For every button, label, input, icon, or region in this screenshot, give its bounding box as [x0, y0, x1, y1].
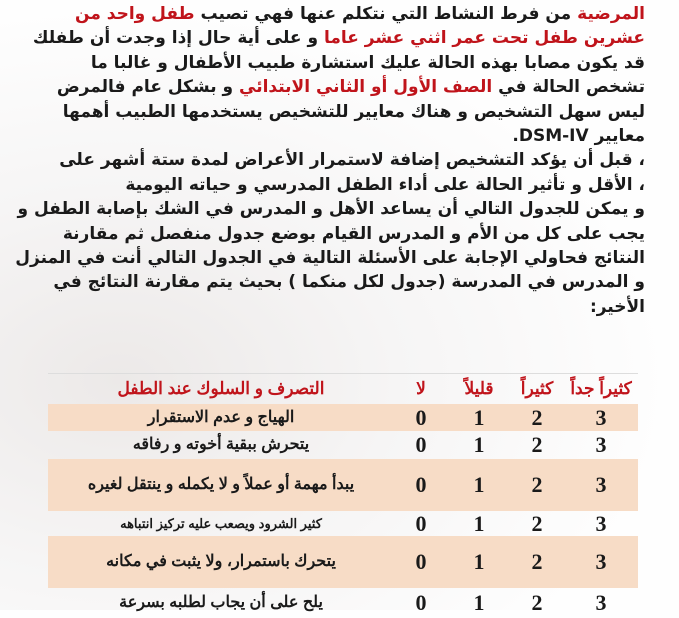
header-very-often: كثيراً جداً — [570, 379, 632, 398]
table-row — [48, 536, 638, 588]
text-segment: من فرط النشاط التي نتكلم عنها فهي تصيب — [194, 4, 578, 24]
paragraph-line — [59, 148, 645, 172]
paragraph-line — [15, 246, 645, 270]
text-segment: قد يكون مصابا بهذه الحالة عليك استشارة طبيب الأطفال و غالبا ما — [90, 52, 645, 73]
behavior-rating-table — [48, 373, 638, 618]
table-row — [48, 459, 638, 511]
score-cell: 3 — [595, 590, 607, 615]
paragraph-line — [53, 270, 645, 294]
text-segment: ، قبل أن يؤكد التشخيص إضافة لاستمرار الأعراض لمدة ستة أشهر على — [59, 150, 645, 171]
paragraph-line — [85, 51, 645, 75]
score-cell: 1 — [473, 404, 485, 430]
score-cell: 1 — [473, 510, 485, 536]
paragraph-line — [32, 26, 645, 50]
score-cell: 2 — [531, 590, 543, 615]
score-cell: 0 — [415, 549, 427, 574]
paragraph-line — [62, 222, 645, 246]
text-segment: النتائج فحاولي الإجابة على الأسئلة التالية في الجدول التالي أنت في المنزل — [15, 247, 645, 268]
table-row — [48, 431, 638, 459]
score-cell: 1 — [473, 590, 485, 615]
score-cell: 1 — [473, 432, 485, 457]
paragraph-line — [85, 173, 645, 197]
score-cell: 3 — [595, 404, 607, 430]
paragraph-line — [17, 197, 645, 221]
highlighted-text: الصف الأول أو الثاني الابتدائي — [239, 77, 493, 98]
highlighted-text: طفل واحد من — [75, 4, 195, 24]
header-rarely: قليلاً — [464, 379, 494, 398]
score-cell: 3 — [595, 549, 607, 574]
paragraph-line — [62, 100, 645, 124]
behavior-cell: الهياج و عدم الاستقرار — [147, 408, 295, 426]
highlighted-text: عشرين طفل تحت عمر اثني عشر عاما — [323, 28, 645, 49]
paragraph-line — [75, 2, 645, 26]
text-segment: معايير DSM-IV. — [512, 125, 645, 146]
score-cell: 2 — [531, 549, 543, 574]
score-cell: 3 — [595, 432, 607, 457]
behavior-cell: يلح على أن يجاب لطلبه بسرعة — [119, 594, 323, 611]
text-segment: ليس سهل التشخيص و هناك معايير للتشخيص يستخدمها الطبيب أهمها — [62, 101, 645, 122]
score-cell: 2 — [531, 472, 543, 497]
score-cell: 3 — [595, 472, 607, 497]
table-row — [48, 588, 638, 618]
behavior-cell: يتحرش ببقية أخوته و رفاقه — [132, 436, 310, 453]
score-cell: 2 — [531, 432, 543, 457]
score-cell: 0 — [415, 404, 427, 430]
score-cell: 1 — [473, 472, 485, 497]
table-header — [48, 373, 638, 404]
table-row — [48, 511, 638, 536]
score-cell: 1 — [473, 549, 485, 574]
table-row — [48, 404, 638, 431]
text-segment: الأخير: — [589, 296, 645, 317]
score-cell: 2 — [531, 510, 543, 536]
score-cell: 3 — [595, 510, 607, 536]
text-segment: تشخص الحالة في — [492, 77, 645, 98]
text-segment: و المدرس في المدرسة (جدول لكل منكما ) بحيث يتم مقارنة النتائج في — [53, 272, 645, 293]
text-segment: و على أية حال إذا وجدت أن طفلك — [32, 28, 324, 49]
behavior-cell: يتحرك باستمرار، ولا يثبت في مكانه — [106, 553, 336, 570]
text-segment: و بشكل عام فالمرض — [56, 77, 239, 98]
text-segment: يجب على كل من الأم و المدرس القيام بوضع جدول منفصل ثم مقارنة — [62, 223, 645, 244]
header-often: كثيراً — [520, 379, 554, 398]
score-cell: 0 — [415, 432, 427, 457]
score-cell: 0 — [415, 472, 427, 497]
score-cell: 0 — [415, 590, 427, 615]
article-paragraph — [15, 0, 645, 319]
header-behavior: التصرف و السلوك عند الطفل — [117, 379, 325, 398]
behavior-cell: كثير الشرود ويصعب عليه تركيز انتباهه — [120, 515, 322, 531]
highlighted-text: المرضية — [577, 4, 645, 24]
paragraph-line — [85, 124, 645, 148]
paragraph-line — [85, 295, 645, 319]
paragraph-line — [56, 75, 645, 99]
text-segment: و يمكن للجدول التالي أن يساعد الأهل و المدرس في الشك بإصابة الطفل و — [17, 199, 645, 220]
score-cell: 0 — [415, 510, 427, 536]
header-no: لا — [416, 379, 426, 398]
score-cell: 2 — [531, 404, 543, 430]
text-segment: ، الأقل و تأثير الحالة على أداء الطفل المدرسي و حياته اليومية — [125, 174, 645, 195]
behavior-cell: يبدأ مهمة أو عملاً و لا يكمله و ينتقل لغيره — [87, 476, 355, 493]
